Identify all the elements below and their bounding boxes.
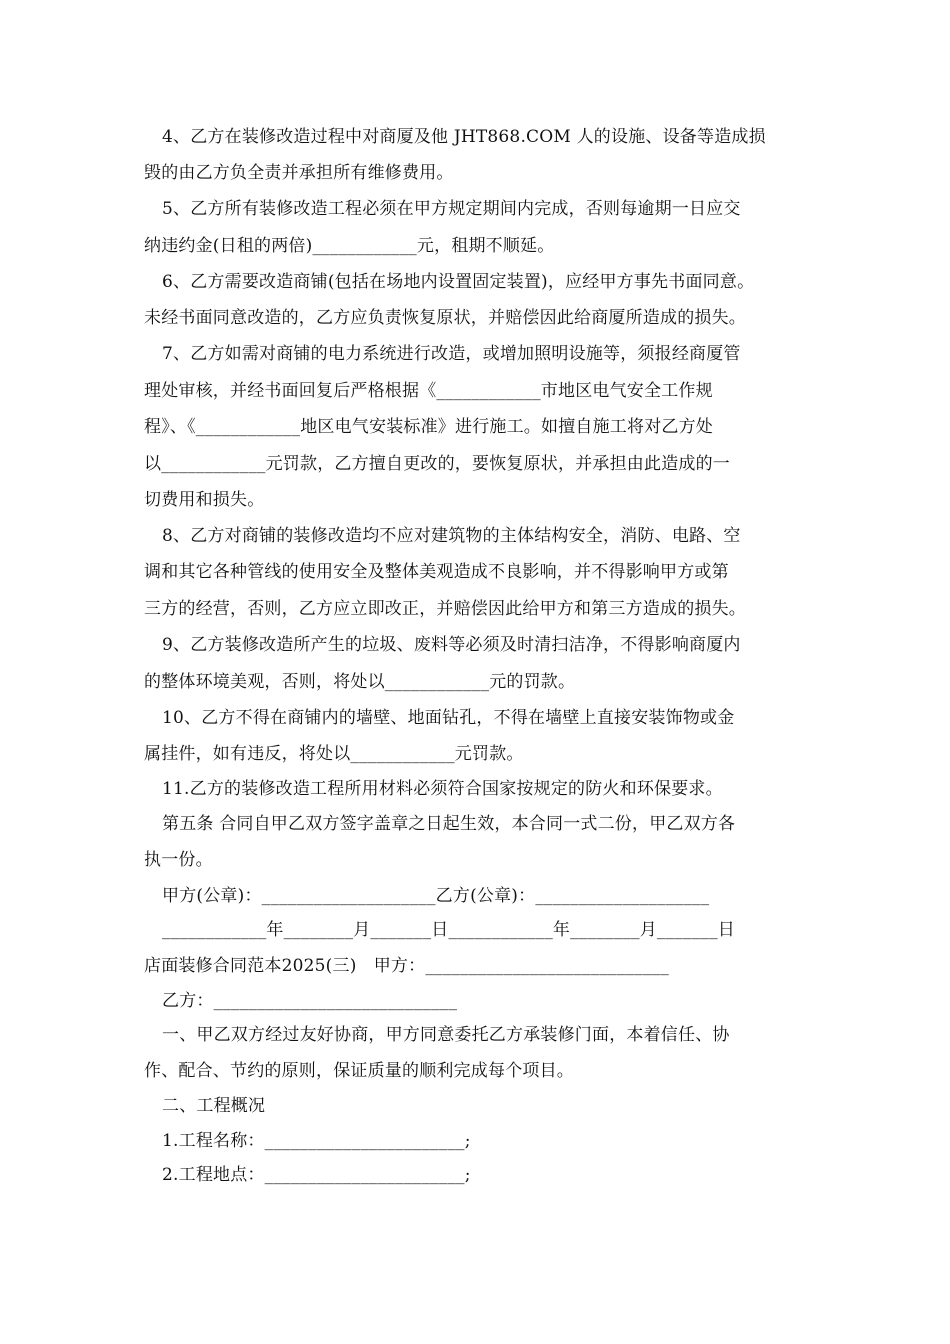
paragraph-line: 调和其它各种管线的使用安全及整体美观造成不良影响，并不得影响甲方或第 <box>144 562 729 582</box>
paragraph-line: 9、乙方装修改造所产生的垃圾、废料等必须及时清扫洁净，不得影响商厦内 <box>162 635 741 655</box>
paragraph-line: 10、乙方不得在商铺内的墙壁、地面钻孔，不得在墙壁上直接安装饰物或金 <box>162 708 735 728</box>
paragraph-line: 作、配合、节约的原则，保证质量的顺利完成每个项目。 <box>144 1061 574 1081</box>
paragraph-line: 未经书面同意改造的，乙方应负责恢复原状，并赔偿因此给商厦所造成的损失。 <box>144 308 746 328</box>
paragraph-line: 执一份。 <box>144 850 213 870</box>
article-line: 第五条 合同自甲乙双方签字盖章之日起生效，本合同一式二份，甲乙双方各 <box>162 814 736 834</box>
date-line: ____________年________月_______日____________年________月_______日 <box>162 920 735 940</box>
party-line: 乙方：____________________________ <box>162 991 458 1011</box>
paragraph-line: 一、甲乙双方经过友好协商，甲方同意委托乙方承装修门面，本着信任、协 <box>162 1025 730 1045</box>
paragraph-line: 理处审核，并经书面回复后严格根据《____________市地区电气安全工作规 <box>144 381 713 401</box>
paragraph-line: 4、乙方在装修改造过程中对商厦及他 JHT868.COM 人的设施、设备等造成损 <box>162 127 766 147</box>
paragraph-line: 三方的经营，否则，乙方应立即改正，并赔偿因此给甲方和第三方造成的损失。 <box>144 599 746 619</box>
paragraph-line: 毁的由乙方负全责并承担所有维修费用。 <box>144 163 454 183</box>
paragraph-line: 切费用和损失。 <box>144 490 265 510</box>
project-name-line: 1.工程名称：_______________________; <box>162 1131 471 1151</box>
paragraph-line: 的整体环境美观，否则，将处以____________元的罚款。 <box>144 672 576 692</box>
paragraph-line: 11.乙方的装修改造工程所用材料必须符合国家按规定的防火和环保要求。 <box>162 779 723 799</box>
paragraph-line: 6、乙方需要改造商铺(包括在场地内设置固定装置)，应经甲方事先书面同意。 <box>162 272 755 292</box>
signature-line: 甲方(公章)：____________________乙方(公章)：____________________ <box>162 886 710 906</box>
paragraph-line: 5、乙方所有装修改造工程必须在甲方规定期间内完成，否则每逾期一日应交 <box>162 199 741 219</box>
paragraph-line: 纳违约金(日租的两倍)____________元，租期不顺延。 <box>144 236 555 256</box>
paragraph-line: 8、乙方对商铺的装修改造均不应对建筑物的主体结构安全，消防、电路、空 <box>162 526 741 546</box>
paragraph-line: 7、乙方如需对商铺的电力系统进行改造，或增加照明设施等，须报经商厦管 <box>162 344 741 364</box>
section-heading: 二、工程概况 <box>162 1096 266 1116</box>
contract-heading-line: 店面装修合同范本2025(三) 甲方：____________________________ <box>144 956 669 976</box>
project-location-line: 2.工程地点：_______________________; <box>162 1165 471 1185</box>
paragraph-line: 属挂件，如有违反，将处以____________元罚款。 <box>144 744 524 764</box>
paragraph-line: 程》、《____________地区电气安装标准》进行施工。如擅自施工将对乙方处 <box>144 417 713 437</box>
paragraph-line: 以____________元罚款，乙方擅自更改的，要恢复原状，并承担由此造成的一 <box>144 454 730 474</box>
